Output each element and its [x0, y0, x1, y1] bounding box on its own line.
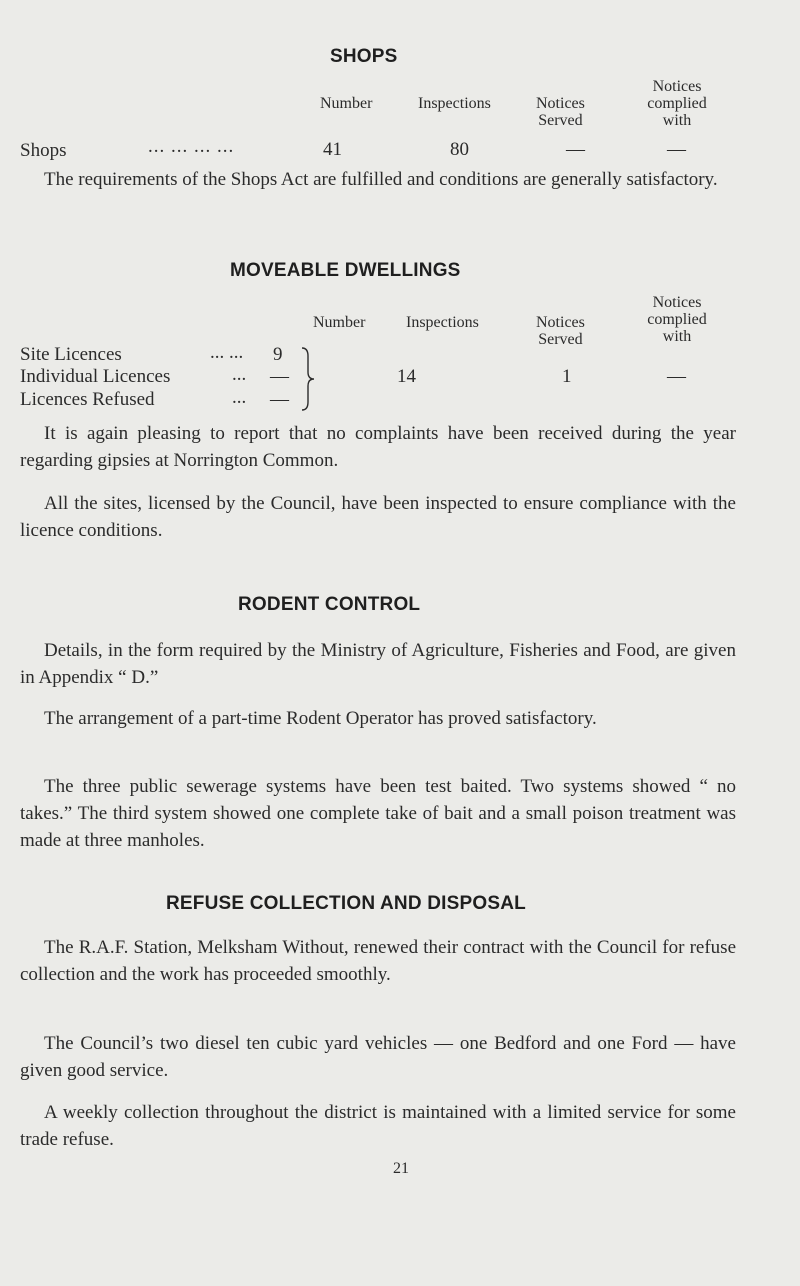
- shops-row-leader: ... ... ... ...: [148, 136, 235, 157]
- moveable-col-complied: [624, 294, 730, 345]
- moveable-row-leader: ...: [232, 387, 247, 408]
- shops-col-complied-line3: with: [662, 112, 692, 129]
- moveable-group-complied: —: [667, 366, 686, 387]
- moveable-col-complied-line1: Notices: [652, 294, 702, 311]
- moveable-paragraph: It is again pleasing to report that no complaints have been received during the year regarding gipsies at Norrington Common.: [20, 423, 736, 471]
- shops-col-number: Number: [320, 95, 373, 112]
- shops-row-inspections: 80: [450, 139, 469, 160]
- shops-col-inspections: Inspections: [418, 95, 491, 112]
- moveable-col-complied-line2: complied: [647, 311, 707, 328]
- moveable-paragraph: All the sites, licensed by the Council, have been inspected to ensure compliance with the licence conditions.: [20, 493, 736, 541]
- shops-col-served: [536, 95, 585, 129]
- shops-row-served: —: [566, 139, 585, 160]
- refuse-heading: REFUSE COLLECTION AND DISPOSAL: [166, 893, 526, 914]
- shops-row-label: Shops: [20, 140, 67, 161]
- moveable-row-leader: ... ...: [210, 342, 244, 363]
- moveable-row-leader: ...: [232, 364, 247, 385]
- shops-col-served-line1: Notices: [536, 95, 585, 112]
- moveable-col-served: [536, 314, 585, 348]
- moveable-group-inspections: 14: [397, 366, 416, 387]
- rodent-paragraph: The arrangement of a part-time Rodent Operator has proved satisfactory.: [44, 708, 597, 729]
- shops-row-number: 41: [323, 139, 342, 160]
- moveable-col-inspections: Inspections: [406, 314, 479, 331]
- page-number: 21: [393, 1160, 409, 1177]
- grouping-brace: [296, 346, 318, 412]
- moveable-row-label: Site Licences: [20, 344, 122, 365]
- shops-col-complied: [624, 78, 730, 129]
- moveable-col-served-line1: Notices: [536, 314, 585, 331]
- moveable-row-number: 9: [273, 344, 283, 365]
- moveable-col-complied-line3: with: [662, 328, 692, 345]
- shops-heading: SHOPS: [330, 46, 398, 67]
- refuse-paragraph: A weekly collection throughout the district is maintained with a limited service for some trade refuse.: [20, 1102, 736, 1150]
- rodent-paragraph: The three public sewerage systems have been test baited. Two systems showed “ no takes.” The third system showed one complete take of bait and a small poison treatment was made at three manholes.: [20, 776, 736, 851]
- moveable-row-number: —: [270, 389, 289, 410]
- rodent-heading: RODENT CONTROL: [238, 594, 421, 615]
- shops-col-served-line2: Served: [538, 112, 583, 129]
- moveable-heading: MOVEABLE DWELLINGS: [230, 260, 461, 281]
- shops-col-complied-line2: complied: [647, 95, 707, 112]
- moveable-col-served-line2: Served: [538, 331, 583, 348]
- moveable-row-label: Licences Refused: [20, 389, 155, 410]
- moveable-row-number: —: [270, 366, 289, 387]
- moveable-row-label: Individual Licences: [20, 366, 171, 387]
- rodent-paragraph: Details, in the form required by the Ministry of Agriculture, Fisheries and Food, are given in Appendix “ D.”: [20, 640, 736, 688]
- refuse-paragraph: The R.A.F. Station, Melksham Without, renewed their contract with the Council for refuse collection and the work has proceeded smoothly.: [20, 937, 736, 985]
- shops-row-complied: —: [667, 139, 686, 160]
- shops-col-complied-line1: Notices: [652, 78, 702, 95]
- refuse-paragraph: The Council’s two diesel ten cubic yard vehicles — one Bedford and one Ford — have given good service.: [20, 1033, 736, 1081]
- shops-paragraph: The requirements of the Shops Act are fulfilled and conditions are generally satisfactory.: [44, 169, 718, 190]
- moveable-col-number: Number: [313, 314, 366, 331]
- moveable-group-served: 1: [562, 366, 572, 387]
